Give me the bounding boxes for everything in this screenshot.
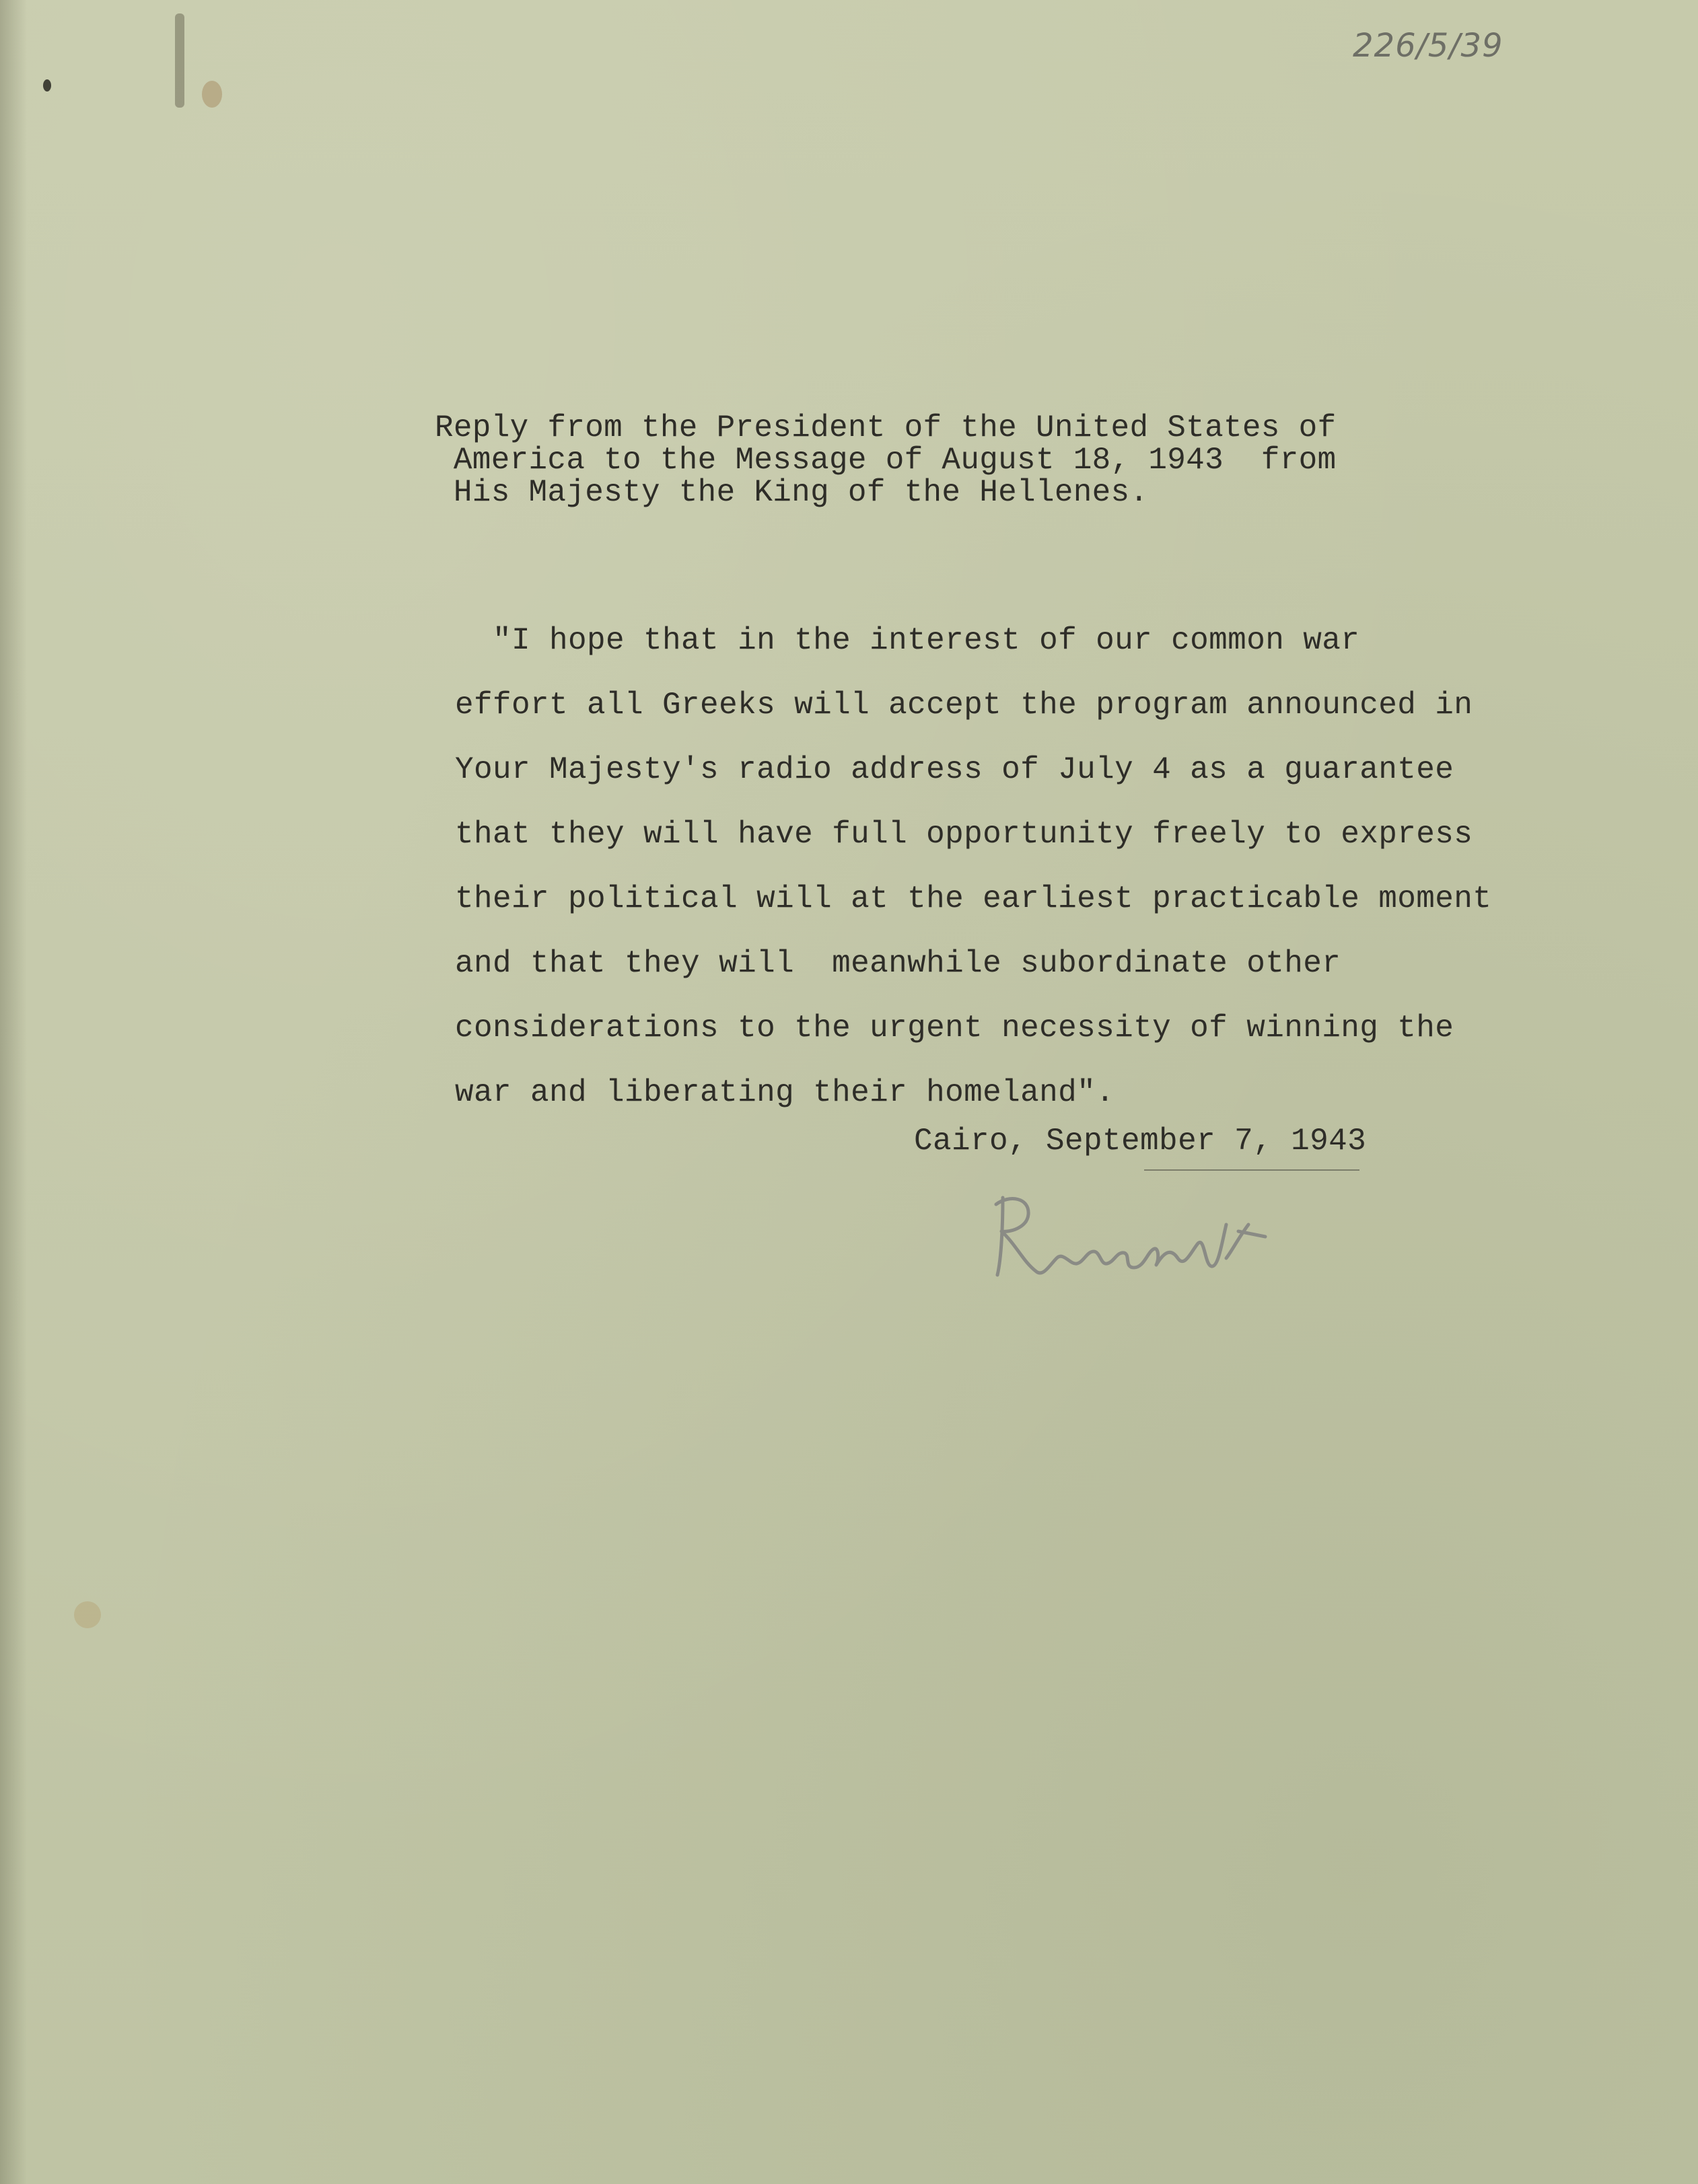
message-body [455, 608, 1586, 1125]
place-date: Cairo, September 7, 1943 [914, 1124, 1367, 1159]
stain-mark [202, 81, 222, 108]
archive-number: 226/5/39 [1353, 27, 1504, 65]
body-line: that they will have full opportunity freely to express [455, 817, 1473, 852]
page-edge-shadow [0, 0, 27, 2184]
body-line: their political will at the earliest practicable moment [455, 881, 1492, 916]
body-line: Your Majesty's radio address of July 4 as a guarantee [455, 752, 1454, 787]
heading-line: America to the Message of August 18, 1943 from [435, 443, 1337, 478]
punch-mark [43, 79, 51, 92]
heading-line: Reply from the President of the United States of [435, 410, 1337, 445]
body-line: and that they will meanwhile subordinate other [455, 946, 1341, 981]
signature [983, 1184, 1292, 1292]
document-heading [435, 412, 1444, 509]
heading-line: His Majesty the King of the Hellenes. [435, 475, 1149, 510]
body-line: "I hope that in the interest of our common war [455, 623, 1360, 658]
body-line: war and liberating their homeland". [455, 1075, 1115, 1110]
stain-mark [175, 13, 184, 108]
stain-mark [74, 1601, 101, 1628]
date-underline [1144, 1169, 1359, 1171]
body-line: considerations to the urgent necessity of winning the [455, 1011, 1454, 1046]
body-line: effort all Greeks will accept the program announced in [455, 688, 1473, 723]
